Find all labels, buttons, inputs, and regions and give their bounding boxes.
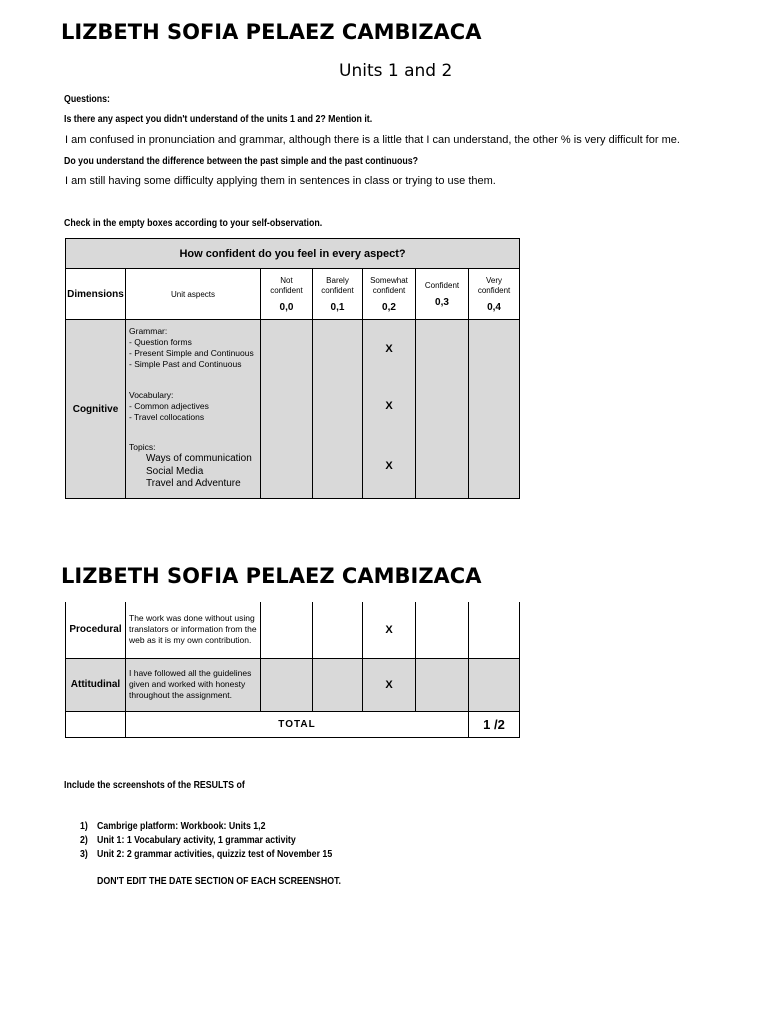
questions-heading: Questions: [64,94,110,105]
level-header-2: Somewhat confident 0,2 [363,269,416,320]
level-header-4: Very confident 0,4 [469,269,520,320]
student-name-repeat: LIZBETH SOFIA PELAEZ CAMBIZACA [61,564,482,588]
list-num-3: 3) [80,849,88,860]
cognitive-grammar-mark: X [385,343,393,355]
procedural-mark[interactable]: X [363,602,416,658]
col-unit-aspects: Unit aspects [126,269,261,320]
answer-1: I am confused in pronunciation and grammar, although there is a little that I can understand, the other % is very difficult for me. [65,134,680,146]
confidence-table-continued [65,602,520,738]
vocabulary-title: Vocabulary: [129,390,174,400]
question-1: Is there any aspect you didn't understand of the units 1 and 2? Mention it. [64,114,373,125]
table-title: How confident do you feel in every aspect? [66,239,520,269]
procedural-cell-3[interactable] [416,602,469,658]
col-dimensions: Dimensions [66,269,126,320]
vocabulary-item: - Common adjectives [129,401,209,411]
topic-item: Social Media [146,465,204,477]
cognitive-cell-1[interactable] [313,320,363,499]
list-item-2: Unit 1: 1 Vocabulary activity, 1 grammar activity [97,835,296,846]
attitudinal-mark[interactable]: X [363,658,416,711]
cognitive-cell-0[interactable] [261,320,313,499]
list-num-1: 1) [80,821,88,832]
grammar-title: Grammar: [129,326,168,336]
answer-2: I am still having some difficulty applying them in sentences in class or trying to use them. [65,175,496,187]
warning-text: DON'T EDIT THE DATE SECTION OF EACH SCREENSHOT. [97,876,341,887]
list-item-1: Cambrige platform: Workbook: Units 1,2 [97,821,266,832]
cognitive-vocabulary-mark: X [385,400,393,412]
list-item-3: Unit 2: 2 grammar activities, quizziz test of November 15 [97,849,333,860]
confidence-table [65,238,520,499]
attitudinal-cell-0[interactable] [261,658,313,711]
cognitive-cell-4[interactable] [469,320,520,499]
question-2: Do you understand the difference between the past simple and the past continuous? [64,156,419,167]
attitudinal-cell-1[interactable] [313,658,363,711]
total-label: TOTAL [126,711,469,737]
dimension-attitudinal: Attitudinal [66,658,126,711]
total-blank [66,711,126,737]
attitudinal-cell-4[interactable] [469,658,520,711]
procedural-cell-1[interactable] [313,602,363,658]
dimension-procedural: Procedural [66,602,126,658]
level-header-0: Not confident 0,0 [261,269,313,320]
check-instruction: Check in the empty boxes according to your self-observation. [64,218,323,229]
topic-item: Ways of communication [146,453,252,464]
topic-item: Travel and Adventure [146,478,241,489]
include-text: Include the screenshots of the RESULTS of [64,780,245,791]
level-header-3: Confident 0,3 [416,269,469,320]
cognitive-cell-2[interactable] [363,320,416,499]
attitudinal-aspect: I have followed all the guidelines given and worked with honesty throughout the assignment. [126,658,261,711]
attitudinal-cell-3[interactable] [416,658,469,711]
student-name: LIZBETH SOFIA PELAEZ CAMBIZACA [61,20,482,44]
grammar-item: - Present Simple and Continuous [129,348,254,358]
procedural-cell-0[interactable] [261,602,313,658]
grammar-item: - Simple Past and Continuous [129,359,242,369]
cognitive-aspects [126,320,261,499]
vocabulary-item: - Travel collocations [129,412,205,422]
topics-title: Topics: [129,442,156,452]
cognitive-cell-3[interactable] [416,320,469,499]
procedural-cell-4[interactable] [469,602,520,658]
total-value: 1 /2 [469,711,520,737]
grammar-item: - Question forms [129,337,192,347]
cognitive-topics-mark: X [385,460,393,472]
level-header-1: Barely confident 0,1 [313,269,363,320]
dimension-cognitive: Cognitive [66,320,126,499]
procedural-aspect: The work was done without using translators or information from the web as it is my own contribution. [126,602,261,658]
units-title: Units 1 and 2 [339,61,453,81]
list-num-2: 2) [80,835,88,846]
